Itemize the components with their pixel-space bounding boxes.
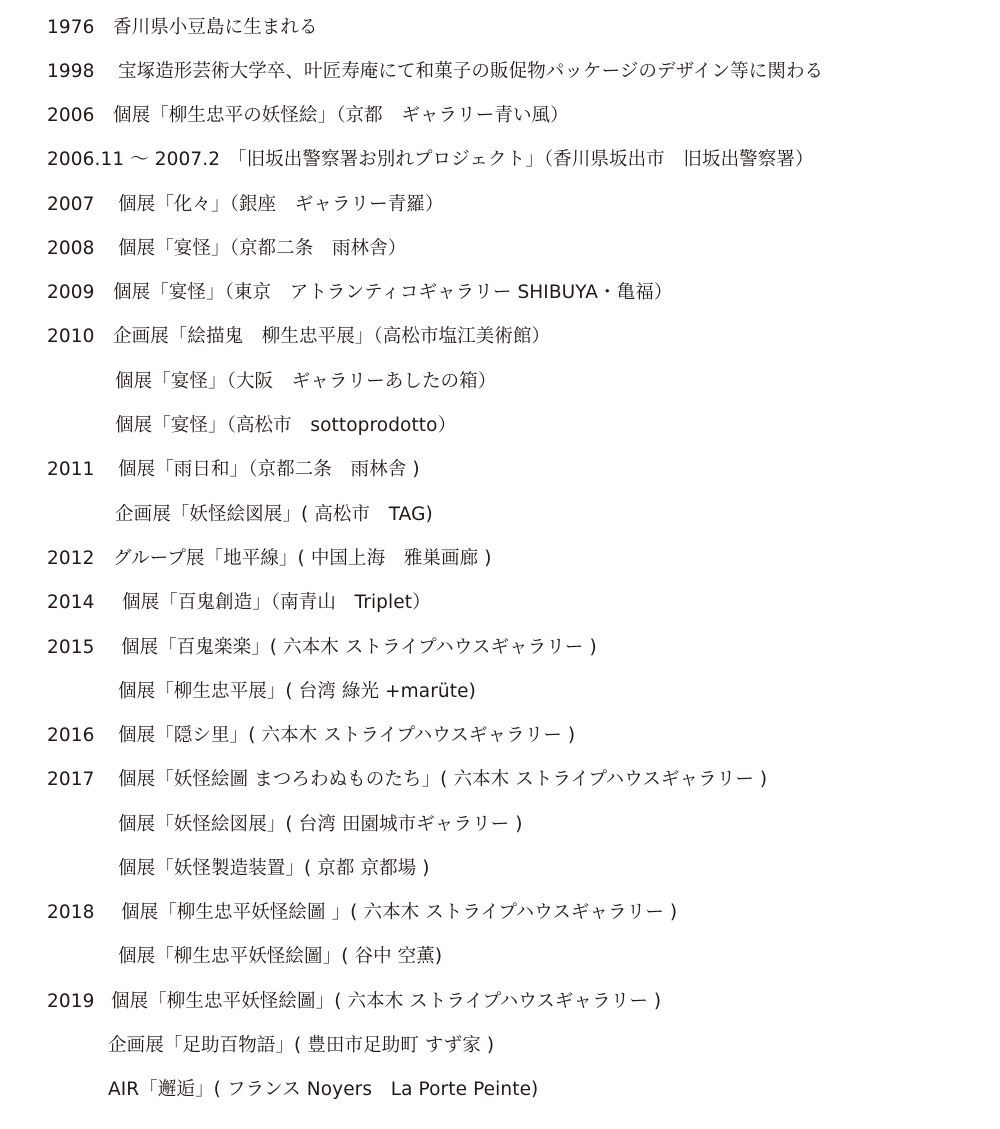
history-text: 個展「妖怪絵圖 まつろわぬものたち」( 六本木 ストライプハウスギャラリー ) [118,769,768,790]
history-year: 2019 [47,991,95,1012]
history-year: 2014 [47,592,95,613]
history-text: 個展「百鬼楽楽」( 六本木 ストライプハウスギャラリー ) [121,637,597,658]
history-text: 個展「百鬼創造」（南青山 Triplet） [122,592,431,613]
history-year: 2018 [47,902,95,923]
history-text: 個展「宴怪」（大阪 ギャラリーあしたの箱） [115,371,497,392]
history-text: 企画展「妖怪絵図展」( 高松市 TAG) [115,504,433,525]
history-text: 香川県小豆島に生まれる [113,17,318,38]
history-year: 2006 [47,105,95,126]
history-year: 2007 [47,194,95,215]
history-text: 宝塚造形芸術大学卒、叶匠寿庵にて和菓子の販促物パッケージのデザイン等に関わる [118,61,824,82]
history-year: 2006.11 ～ 2007.2 [47,149,221,170]
history-text: 個展「隠シ里」( 六本木 ストライプハウスギャラリー ) [118,725,576,746]
history-year: 1976 [47,17,95,38]
history-text: 個展「妖怪製造装置」( 京都 京都場 ) [118,858,430,879]
history-year: 2009 [47,282,95,303]
history-text: 個展「妖怪絵図展」( 台湾 田園城市ギャラリー ) [118,814,523,835]
history-text: AIR「邂逅」( フランス Noyers La Porte Peinte) [108,1079,539,1100]
history-year: 1998 [47,61,95,82]
history-text: 個展「柳生忠平展」( 台湾 綠光 +marüte) [118,681,476,702]
history-year: 2016 [47,725,95,746]
history-text: 個展「化々」（銀座 ギャラリー青羅） [118,194,444,215]
history-text: 個展「雨日和」（京都二条 雨林舎 ) [118,459,420,480]
history-year: 2011 [47,459,95,480]
history-year: 2012 [47,548,95,569]
history-text: 個展「柳生忠平の妖怪絵」（京都 ギャラリー青い風） [113,105,569,126]
history-year: 2015 [47,637,95,658]
history-text: 個展「柳生忠平妖怪絵圖」( 六本木 ストライプハウスギャラリー ) [111,991,662,1012]
history-year: 2008 [47,238,95,259]
history-text: グループ展「地平線」( 中国上海 雅巣画廊 ) [113,548,492,569]
history-text: 個展「宴怪」（京都二条 雨林舎） [118,238,407,259]
history-text: 個展「柳生忠平妖怪絵圖 」( 六本木 ストライプハウスギャラリー ) [121,902,678,923]
history-text: 個展「柳生忠平妖怪絵圖」( 谷中 空薫) [118,946,443,967]
history-text: 個展「宴怪」（高松市 sottoprodotto） [115,415,457,436]
history-year: 2010 [47,326,95,347]
history-text: 個展「宴怪」（東京 アトランティコギャラリー SHIBUYA・亀福） [113,282,673,303]
history-text: 企画展「足助百物語」( 豊田市足助町 すず家 ) [108,1035,495,1056]
history-text: 企画展「絵描鬼 柳生忠平展」（高松市塩江美術館） [113,326,551,347]
history-text: 「旧坂出警察署お別れプロジェクト」（香川県坂出市 旧坂出警察署） [228,149,814,170]
history-year: 2017 [47,769,95,790]
